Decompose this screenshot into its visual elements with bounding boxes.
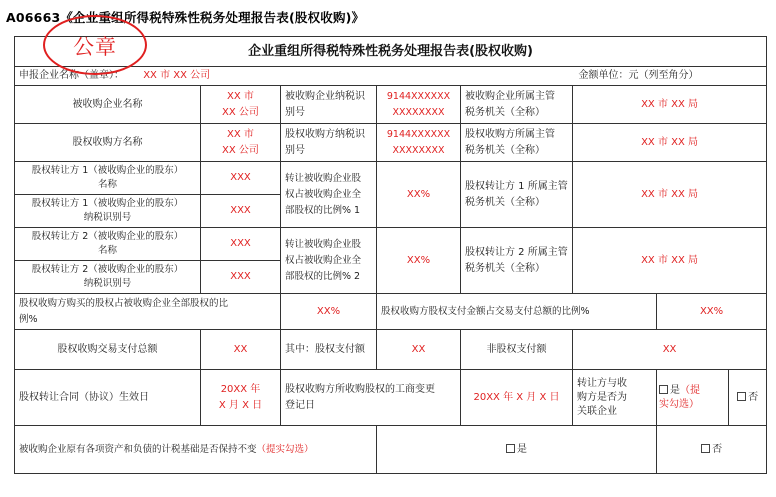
transferor2-ratio-value: XX%	[377, 228, 461, 294]
tax-basis-no-label: 否	[712, 443, 723, 455]
tax-basis-yes-label: 是	[517, 443, 527, 455]
declarer-row	[15, 67, 573, 86]
total-payment-label: 股权收购交易支付总额	[15, 330, 201, 370]
tax-basis-question	[15, 426, 377, 474]
transferor2-name-value: XXX	[201, 228, 281, 261]
purchased-ratio-label: 股权收购方购买的股权占被收购企业全部股权的比 例%	[15, 294, 281, 330]
total-payment-value: XX	[201, 330, 281, 370]
transferor2-ratio-label: 转让被收购企业股 权占被收购企业全 部股权的比例% 2	[281, 228, 377, 294]
acquirer-tax-id-value: 9144XXXXXX XXXXXXXX	[377, 124, 461, 162]
transferor1-ratio-value: XX%	[377, 162, 461, 228]
tax-basis-no-option[interactable]	[657, 426, 767, 474]
declarer-value: XX 市 XX 公司	[143, 70, 211, 81]
registration-date-value: 20XX 年 X 月 X 日	[461, 370, 573, 426]
related-yes-option[interactable]	[657, 370, 729, 426]
acquired-tax-id-label: 被收购企业纳税识 别号	[281, 86, 377, 124]
tax-basis-no-checkbox[interactable]	[701, 444, 710, 453]
transferor2-tax-id-value: XXX	[201, 261, 281, 294]
purchased-ratio-value: XX%	[281, 294, 377, 330]
acquired-name-label: 被收购企业名称	[15, 86, 201, 124]
related-yes-hint: （提 实勾选）	[659, 384, 700, 410]
transferor1-ratio-label: 转让被收购企业股 权占被收购企业全 部股权的比例% 1	[281, 162, 377, 228]
related-no-label: 否	[748, 391, 759, 403]
tax-basis-hint: （提实勾选）	[256, 443, 314, 455]
tax-basis-yes-option[interactable]	[377, 426, 657, 474]
amount-unit: 金额单位：元（列至角分）	[573, 67, 767, 86]
acquired-tax-id-value: 9144XXXXXX XXXXXXXX	[377, 86, 461, 124]
related-yes-label: 是	[670, 384, 680, 396]
non-equity-payment-label: 非股权支付额	[461, 330, 573, 370]
acquirer-tax-office-label: 股权收购方所属主管 税务机关（全称）	[461, 124, 573, 162]
document-heading: A06663《企业重组所得税特殊性税务处理报告表(股权收购)》	[6, 10, 365, 25]
tax-basis-yes-checkbox[interactable]	[506, 444, 515, 453]
contract-date-value: 20XX 年 X 月 X 日	[201, 370, 281, 426]
related-no-checkbox[interactable]	[737, 392, 746, 401]
transferor2-tax-id-label: 股权转让方 2（被收购企业的股东） 纳税识别号	[15, 261, 201, 294]
transferor1-name-value: XXX	[201, 162, 281, 195]
registration-date-label: 股权收购方所收购股权的工商变更 登记日	[281, 370, 461, 426]
transferor1-tax-id-value: XXX	[201, 195, 281, 228]
equity-payment-value: XX	[377, 330, 461, 370]
transferor1-tax-id-label: 股权转让方 1（被收购企业的股东） 纳税识别号	[15, 195, 201, 228]
seal-text: 公章	[73, 35, 117, 59]
transferor2-office-value: XX 市 XX 局	[573, 228, 767, 294]
acquirer-tax-office-value: XX 市 XX 局	[573, 124, 767, 162]
acquirer-tax-id-label: 股权收购方纳税识 别号	[281, 124, 377, 162]
equity-payment-ratio-value: XX%	[657, 294, 767, 330]
acquired-tax-office-value: XX 市 XX 局	[573, 86, 767, 124]
transferor1-office-label: 股权转让方 1 所属主管 税务机关（全称）	[461, 162, 573, 228]
contract-date-label: 股权转让合同（协议）生效日	[15, 370, 201, 426]
transferor2-name-label: 股权转让方 2（被收购企业的股东） 名称	[15, 228, 201, 261]
related-yes-checkbox[interactable]	[659, 385, 668, 394]
transferor2-office-label: 股权转让方 2 所属主管 税务机关（全称）	[461, 228, 573, 294]
related-no-option[interactable]	[729, 370, 767, 426]
acquired-tax-office-label: 被收购企业所属主管 税务机关（全称）	[461, 86, 573, 124]
transferor1-name-label: 股权转让方 1（被收购企业的股东） 名称	[15, 162, 201, 195]
transferor1-office-value: XX 市 XX 局	[573, 162, 767, 228]
form-title: 企业重组所得税特殊性税务处理报告表(股权收购)	[15, 37, 767, 67]
related-party-label: 转让方与收 购方是否为 关联企业	[573, 370, 657, 426]
acquirer-name-label: 股权收购方名称	[15, 124, 201, 162]
acquired-name-value: XX 市 XX 公司	[201, 86, 281, 124]
acquirer-name-value: XX 市 XX 公司	[201, 124, 281, 162]
equity-payment-ratio-label: 股权收购方股权支付金额占交易支付总额的比例%	[377, 294, 657, 330]
report-form-table	[14, 36, 767, 474]
declarer-label: 申报企业名称（盖章）：	[19, 70, 124, 81]
non-equity-payment-value: XX	[573, 330, 767, 370]
equity-payment-label: 其中：股权支付额	[281, 330, 377, 370]
tax-basis-label: 被收购企业原有各项资产和负债的计税基础是否保持不变	[19, 443, 257, 455]
